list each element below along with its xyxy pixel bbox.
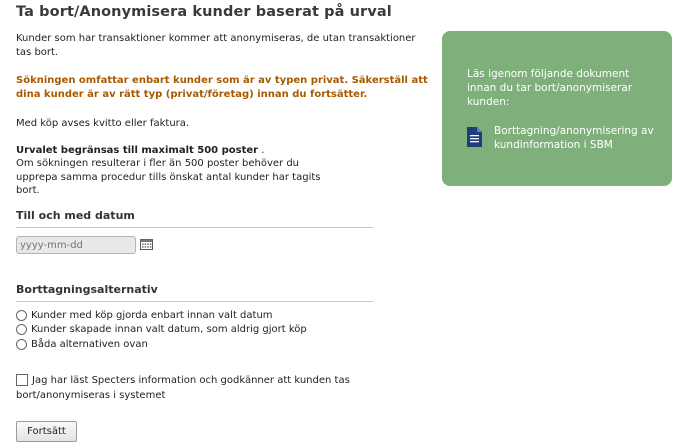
option-label: Kunder med köp gjorda enbart innan valt datum <box>31 310 273 321</box>
page-title: Ta bort/Anonymisera kunder baserat på urval <box>16 4 392 20</box>
intro-text: Kunder som har transaktioner kommer att anonymiseras, de utan transaktioner tas bort. <box>16 33 416 58</box>
limit-note: Om sökningen resulterar i fler än 500 poster behöver du upprepa samma procedur tills önskat antal kunder har tagits bort. <box>16 158 321 196</box>
option-both[interactable] <box>16 338 148 351</box>
options-section-heading: Borttagningsalternativ <box>16 283 373 302</box>
info-panel-intro: Läs igenom följande dokument innan du tar bort/anonymiserar kunden: <box>467 68 633 108</box>
date-input[interactable] <box>16 236 136 254</box>
calendar-icon[interactable] <box>140 239 153 250</box>
warning-text: Sökningen omfattar enbart kunder som är av typen privat. Säkerställ att dina kunder är av rätt typ (privat/företag) innan du fortsätter. <box>16 75 428 100</box>
date-section-heading: Till och med datum <box>16 209 373 228</box>
purchase-note: Med köp avses kvitto eller faktura. <box>16 118 190 129</box>
option-created-no-purchase[interactable] <box>16 323 307 336</box>
consent-label[interactable]: Jag har läst Specters information och godkänner att kunden tas bort/anonymiseras i systemet <box>16 375 350 401</box>
limit-bold: Urvalet begränsas till maximalt 500 poster <box>16 145 259 156</box>
document-icon <box>467 127 482 147</box>
option-before-date[interactable] <box>16 309 273 322</box>
limit-tail: . <box>258 145 265 156</box>
continue-button[interactable]: Fortsätt <box>16 421 77 442</box>
option-label: Kunder skapade innan valt datum, som aldrig gjort köp <box>31 324 307 335</box>
info-panel <box>442 31 672 186</box>
radio-button[interactable] <box>16 310 27 321</box>
document-link[interactable]: Borttagning/anonymisering av kundinformation i SBM <box>494 125 654 151</box>
limit-text <box>16 144 426 158</box>
option-label: Båda alternativen ovan <box>31 339 148 350</box>
radio-button[interactable] <box>16 339 27 350</box>
radio-button[interactable] <box>16 324 27 335</box>
